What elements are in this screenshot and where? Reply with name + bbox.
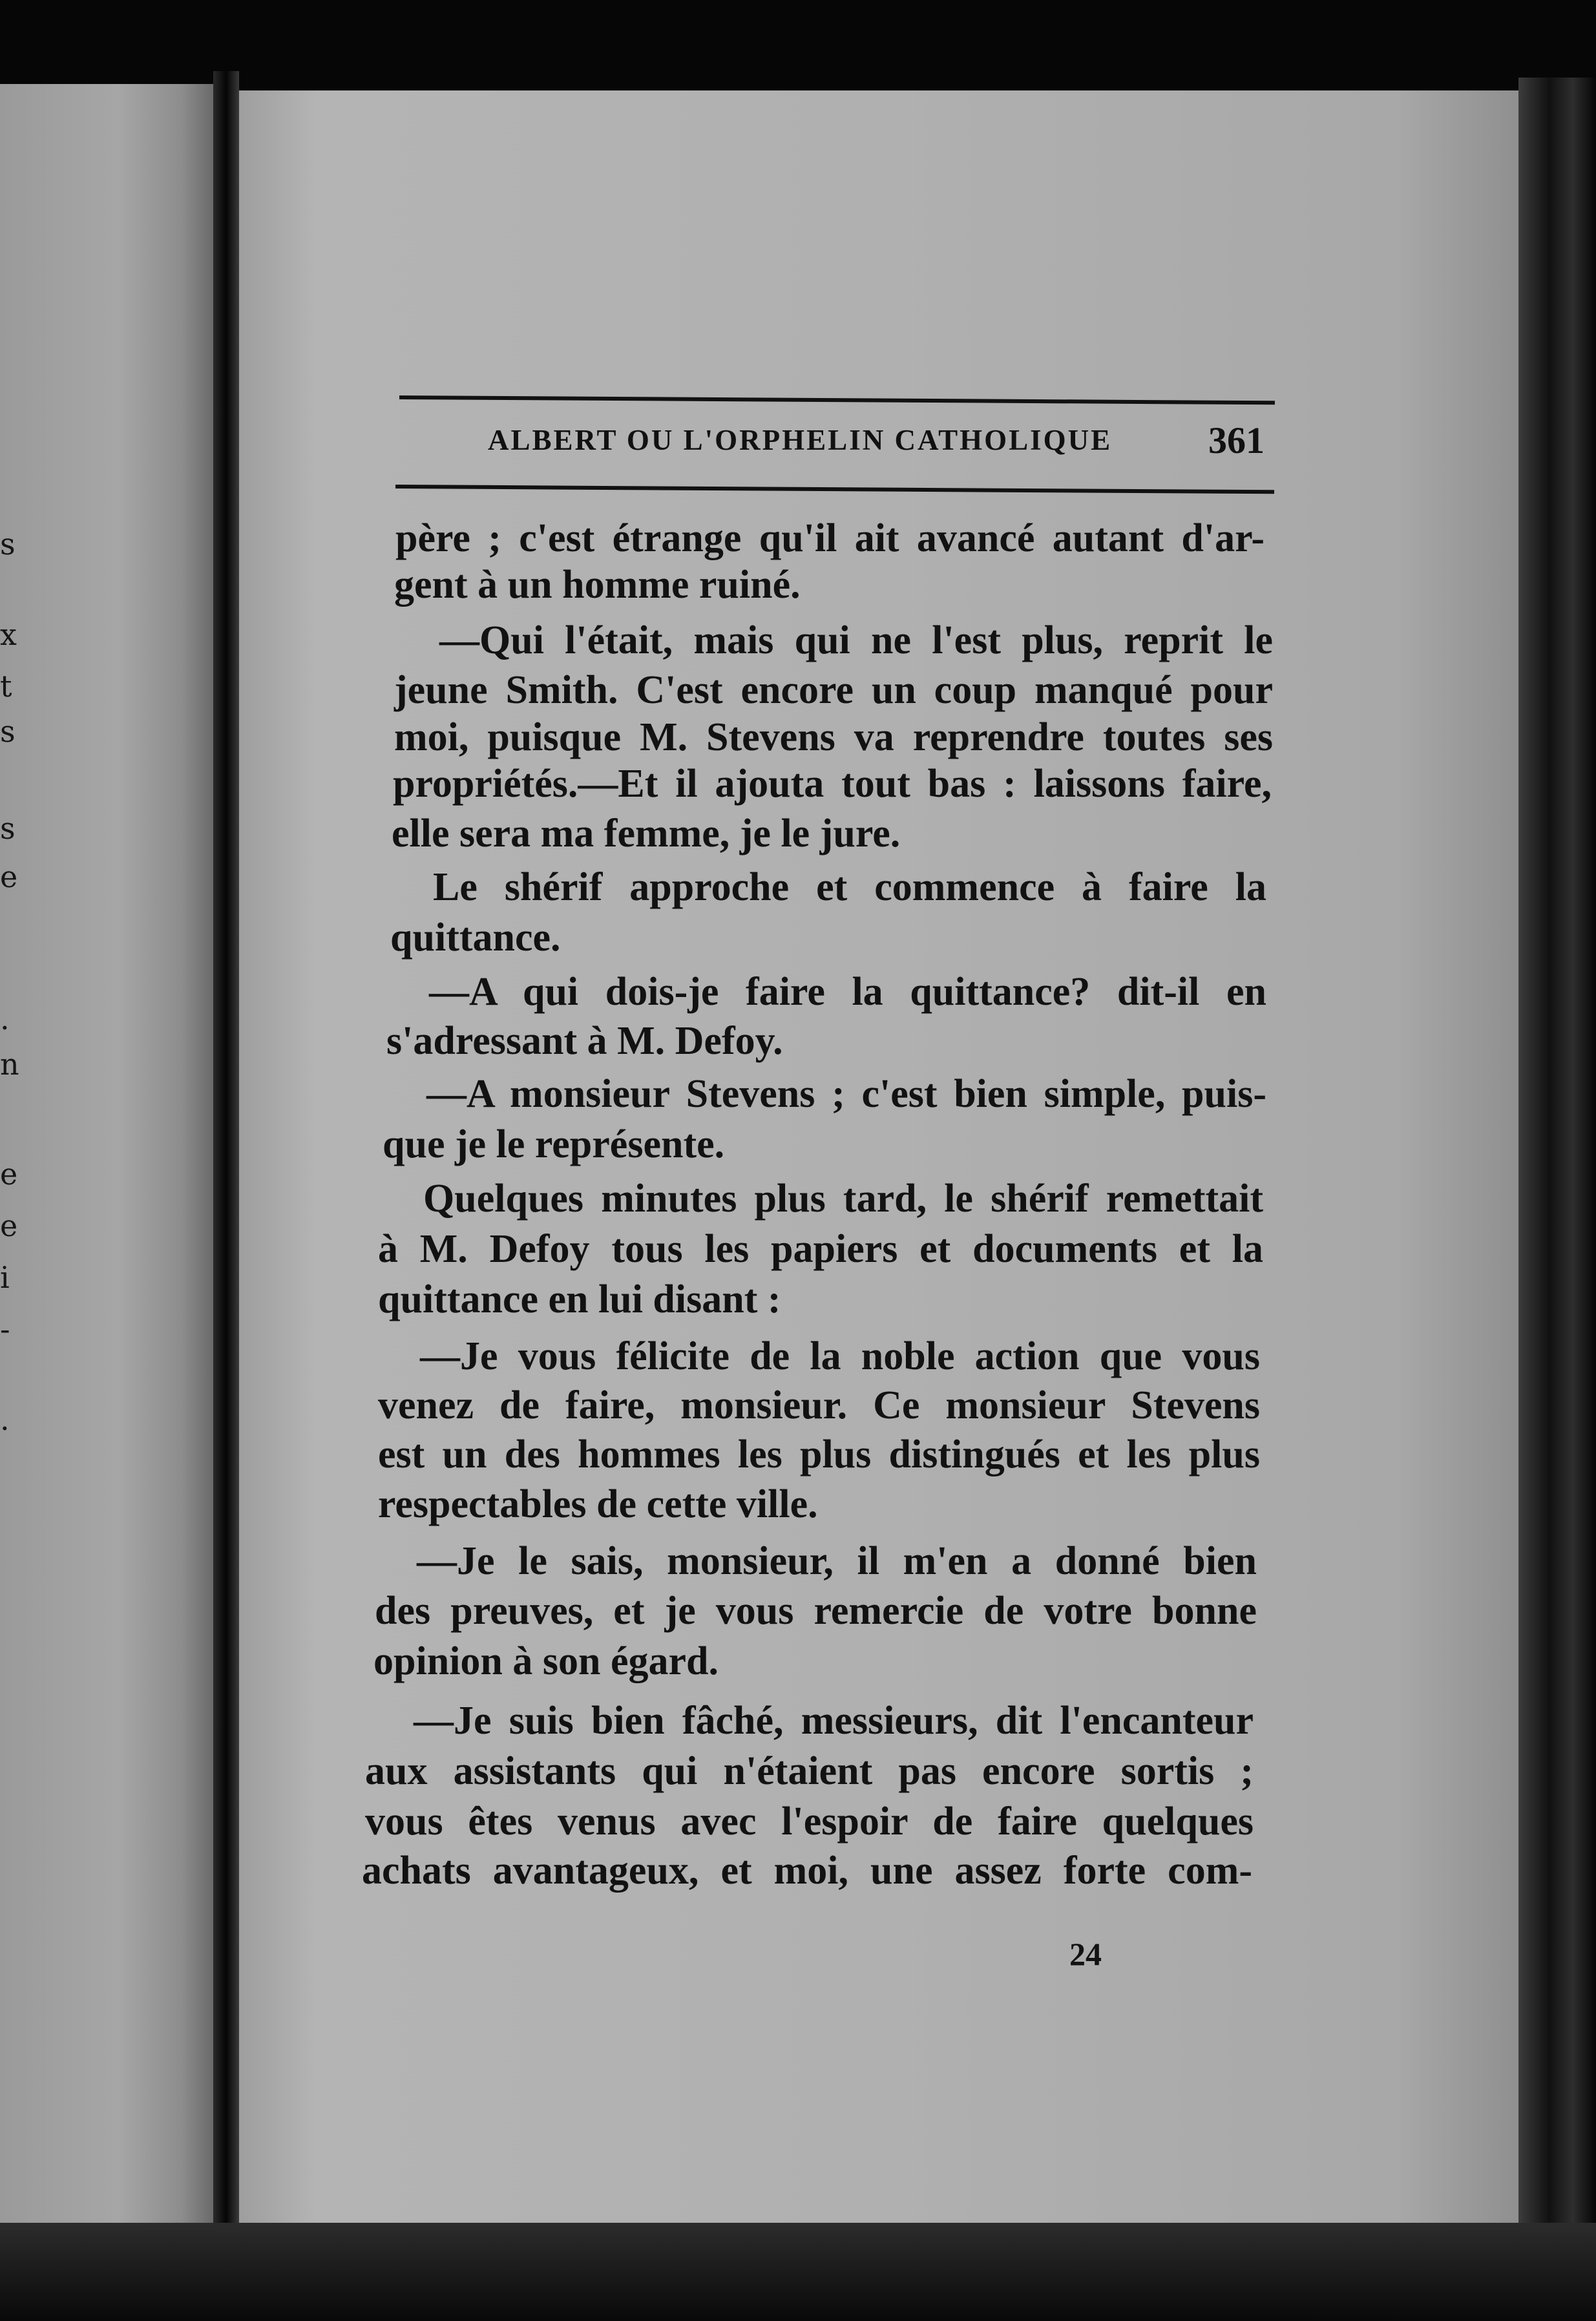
text-line: —A qui dois-je faire la quittance? dit-il en bbox=[429, 970, 1266, 1014]
text-line: aux assistants qui n'étaient pas encore sortis ; bbox=[365, 1749, 1254, 1793]
left-fragment: s bbox=[0, 527, 16, 562]
text-line: quittance en lui disant : bbox=[378, 1277, 781, 1321]
text-line: —Je suis bien fâché, messieurs, dit l'encanteur bbox=[414, 1699, 1254, 1743]
text-line: vous êtes venus avec l'espoir de faire quelques bbox=[365, 1800, 1254, 1843]
text-line: des preuves, et je vous remercie de votre bonne bbox=[375, 1589, 1257, 1633]
text-line: gent à un homme ruiné. bbox=[394, 563, 801, 607]
book-gutter bbox=[213, 71, 239, 2242]
scan-bottom-border bbox=[0, 2223, 1596, 2321]
text-line: propriétés.—Et il ajouta tout bas : laissons faire, bbox=[393, 762, 1272, 806]
text-line: opinion à son égard. bbox=[373, 1639, 719, 1683]
left-fragment: n bbox=[0, 1047, 19, 1082]
text-line: à M. Defoy tous les papiers et documents et la bbox=[378, 1227, 1263, 1271]
left-page-edge bbox=[0, 84, 213, 2236]
left-fragment: - bbox=[0, 1312, 10, 1347]
left-fragment: s bbox=[0, 811, 16, 846]
running-header: ALBERT OU L'ORPHELIN CATHOLIQUE bbox=[488, 424, 1113, 456]
text-line: moi, puisque M. Stevens va reprendre toutes ses bbox=[394, 715, 1273, 759]
left-fragment: e bbox=[0, 1157, 18, 1192]
text-line: Quelques minutes plus tard, le shérif remettait bbox=[423, 1177, 1263, 1221]
scan-right-border bbox=[1518, 78, 1596, 2262]
text-line: s'adressant à M. Defoy. bbox=[386, 1019, 783, 1063]
left-fragment: i bbox=[0, 1260, 10, 1295]
signature-mark: 24 bbox=[1069, 1936, 1102, 1972]
text-line: —Je le sais, monsieur, il m'en a donné bien bbox=[417, 1539, 1257, 1583]
text-line: —Je vous félicite de la noble action que vous bbox=[420, 1334, 1260, 1378]
text-line: quittance. bbox=[390, 916, 561, 960]
text-line: —A monsieur Stevens ; c'est bien simple, puis- bbox=[426, 1072, 1266, 1116]
page-number: 361 bbox=[1208, 419, 1265, 461]
text-line: Le shérif approche et commence à faire la bbox=[433, 865, 1266, 909]
left-fragment: . bbox=[0, 1002, 10, 1036]
left-fragment: e bbox=[0, 1208, 18, 1243]
text-line: père ; c'est étrange qu'il ait avancé autant d'ar- bbox=[395, 516, 1265, 560]
right-page bbox=[239, 90, 1525, 2249]
text-line: achats avantageux, et moi, une assez forte com- bbox=[362, 1849, 1252, 1893]
text-line: venez de faire, monsieur. Ce monsieur Stevens bbox=[378, 1383, 1260, 1427]
left-fragment: . bbox=[0, 1402, 10, 1437]
text-line: —Qui l'était, mais qui ne l'est plus, reprit le bbox=[439, 618, 1273, 662]
left-fragment: x bbox=[0, 617, 17, 652]
text-line: elle sera ma femme, je le jure. bbox=[392, 812, 901, 856]
text-line: que je le représente. bbox=[383, 1122, 725, 1166]
left-fragment: s bbox=[0, 714, 16, 749]
text-line: est un des hommes les plus distingués et les plus bbox=[378, 1433, 1260, 1476]
scan-top-border bbox=[0, 0, 1596, 90]
left-fragment: t bbox=[0, 669, 12, 704]
text-line: jeune Smith. C'est encore un coup manqué pour bbox=[394, 668, 1273, 712]
text-line: respectables de cette ville. bbox=[378, 1482, 818, 1526]
left-fragment: e bbox=[0, 859, 18, 894]
